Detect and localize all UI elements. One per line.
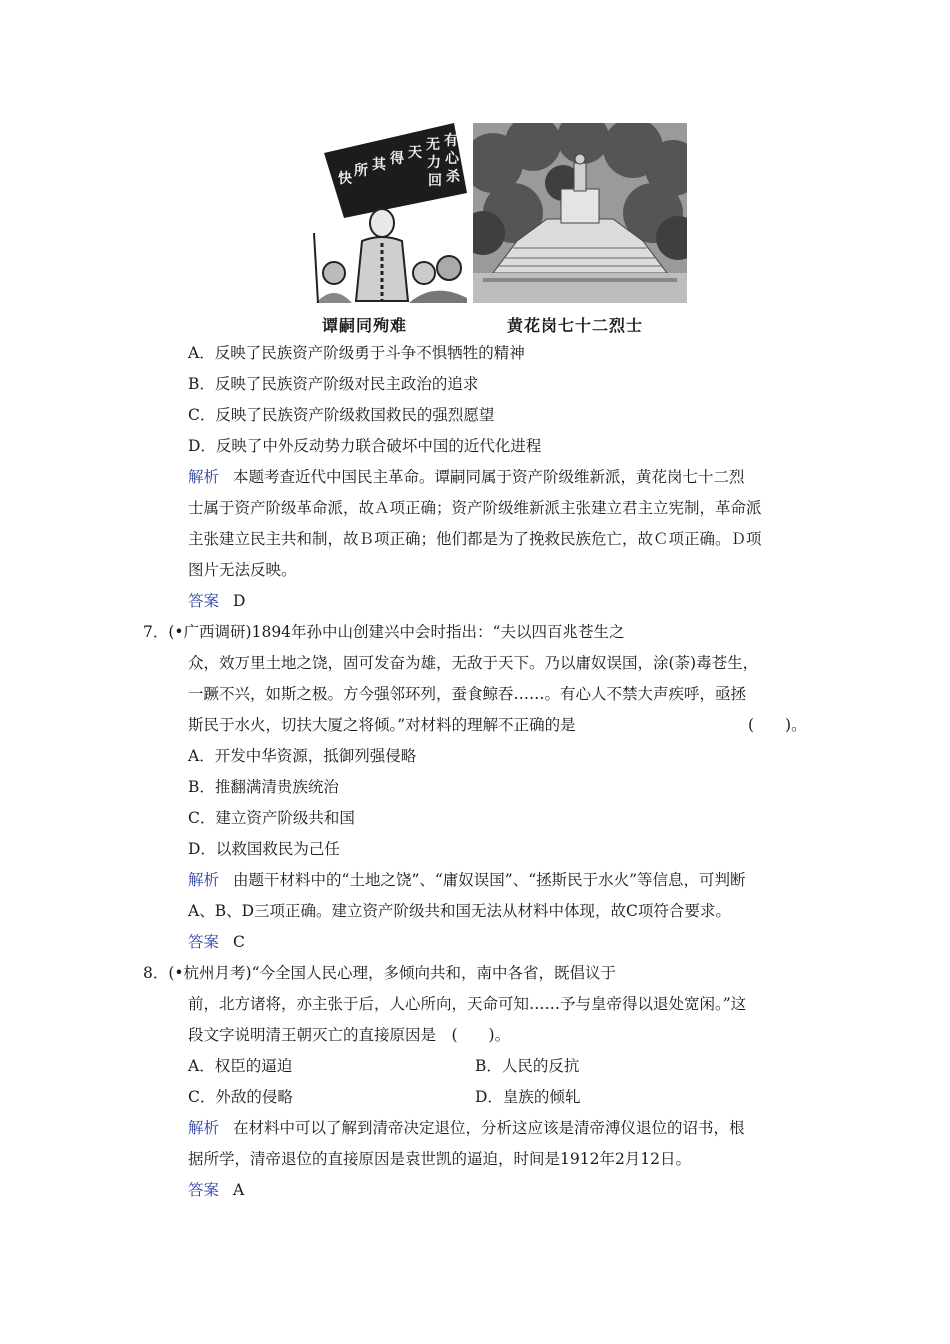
- svg-text:其: 其: [372, 157, 386, 173]
- q8-analysis-line-2: 据所学，清帝退位的直接原因是袁世凯的逼迫，时间是1912年2月12日。: [188, 1150, 692, 1168]
- q6-answer-label: 答案: [188, 592, 220, 610]
- q7-analysis-line-2: A、B、D三项正确。建立资产阶级共和国无法从材料中体现，故C项符合要求。: [188, 902, 731, 920]
- q6-analysis-line-1: 解析 本题考查近代中国民主革命。谭嗣同属于资产阶级维新派，黄花岗七十二烈: [188, 468, 745, 486]
- tan-sitong-illustration: [304, 123, 467, 303]
- q8-stem-line-3: 段文字说明清王朝灭亡的直接原因是 ( )。: [188, 1026, 511, 1044]
- q8-analysis-line-1: 解析 在材料中可以了解到清帝决定退位，分析这应该是清帝溥仪退位的诏书，根: [188, 1119, 745, 1137]
- q8-answer-value: A: [233, 1181, 245, 1199]
- q6-option-a: A．反映了民族资产阶级勇于斗争不惧牺牲的精神: [188, 344, 525, 362]
- q7-stem-line-2: 众，效万里土地之饶，固可发奋为雄，无敌于天下。乃以庸奴误国，涂(荼)毒苍生，: [188, 654, 759, 672]
- q6-answer: [188, 591, 245, 611]
- figure-group: [300, 123, 700, 343]
- svg-text:得: 得: [390, 151, 404, 167]
- q6-option-d: D．反映了中外反动势力联合破坏中国的近代化进程: [188, 437, 542, 455]
- q7-analysis-line-1: 解析 由题干材料中的“土地之饶”、“庸奴误国”、“拯斯民于水火”等信息，可判断: [188, 871, 746, 889]
- q7-option-a: A．开发中华资源，抵御列强侵略: [188, 747, 417, 765]
- q6-analysis-label: 解析: [188, 468, 220, 486]
- svg-text:杀: 杀: [446, 169, 460, 185]
- q6-analysis-line-4: 图片无法反映。: [188, 561, 297, 579]
- q8-option-b: B．人民的反抗: [475, 1057, 580, 1075]
- q7-option-c: C．建立资产阶级共和国: [188, 809, 355, 827]
- figure-left-caption: 谭嗣同殉难: [322, 316, 408, 335]
- q7-answer-blank: ( )。: [748, 716, 807, 734]
- q8-stem-line-2: 前，北方诸将，亦主张于后，人心所向，天命可知……予与皇帝得以退处宽闲。”这: [188, 995, 747, 1013]
- q8-answer: [188, 1180, 244, 1200]
- svg-text:快: 快: [338, 171, 352, 187]
- q8-option-c: C．外敌的侵略: [188, 1088, 293, 1106]
- svg-text:天: 天: [408, 145, 422, 161]
- huanghuagang-memorial-photo: [473, 123, 687, 303]
- q8-answer-label: 答案: [188, 1181, 220, 1199]
- q8-analysis-label: 解析: [188, 1119, 220, 1137]
- q8-option-d: D．皇族的倾轧: [475, 1088, 581, 1106]
- q7-answer-value: C: [233, 933, 245, 951]
- q7-option-b: B．推翻满清贵族统治: [188, 778, 339, 796]
- q7-stem-line-1: 7．(•广西调研)1894年孙中山创建兴中会时指出：“夫以四百兆苍生之: [143, 623, 625, 641]
- q7-stem-line-4: 斯民于水火，切扶大厦之将倾。”对材料的理解不正确的是: [188, 716, 576, 734]
- q7-analysis-label: 解析: [188, 871, 220, 889]
- q8-option-a: A．权臣的逼迫: [188, 1057, 293, 1075]
- svg-text:力: 力: [427, 155, 441, 171]
- svg-text:所: 所: [354, 163, 368, 179]
- svg-text:回: 回: [428, 173, 442, 189]
- q6-option-b: B．反映了民族资产阶级对民主政治的追求: [188, 375, 479, 393]
- q7-answer: [188, 932, 245, 952]
- q6-answer-value: D: [233, 592, 246, 610]
- q6-analysis-line-3: 主张建立民主共和制，故Ｂ项正确；他们都是为了挽救民族危亡，故Ｃ项正确。Ｄ项: [188, 530, 762, 548]
- q7-answer-label: 答案: [188, 933, 220, 951]
- svg-text:心: 心: [445, 151, 459, 167]
- q7-stem-line-3: 一蹶不兴，如斯之极。方今强邻环列，蚕食鲸吞……。有心人不禁大声疾呼，亟拯: [188, 685, 747, 703]
- q7-option-d: D．以救国救民为己任: [188, 840, 340, 858]
- figure-right-caption: 黄花岗七十二烈士: [507, 316, 644, 335]
- svg-text:无: 无: [426, 137, 440, 153]
- q8-stem-line-1: 8．(•杭州月考)“今全国人民心理，多倾向共和，南中各省，既倡议于: [143, 964, 617, 982]
- q6-analysis-line-2: 士属于资产阶级革命派，故Ａ项正确；资产阶级维新派主张建立君主立宪制，革命派: [188, 499, 762, 517]
- svg-text:有: 有: [444, 133, 458, 149]
- q6-option-c: C．反映了民族资产阶级救国救民的强烈愿望: [188, 406, 495, 424]
